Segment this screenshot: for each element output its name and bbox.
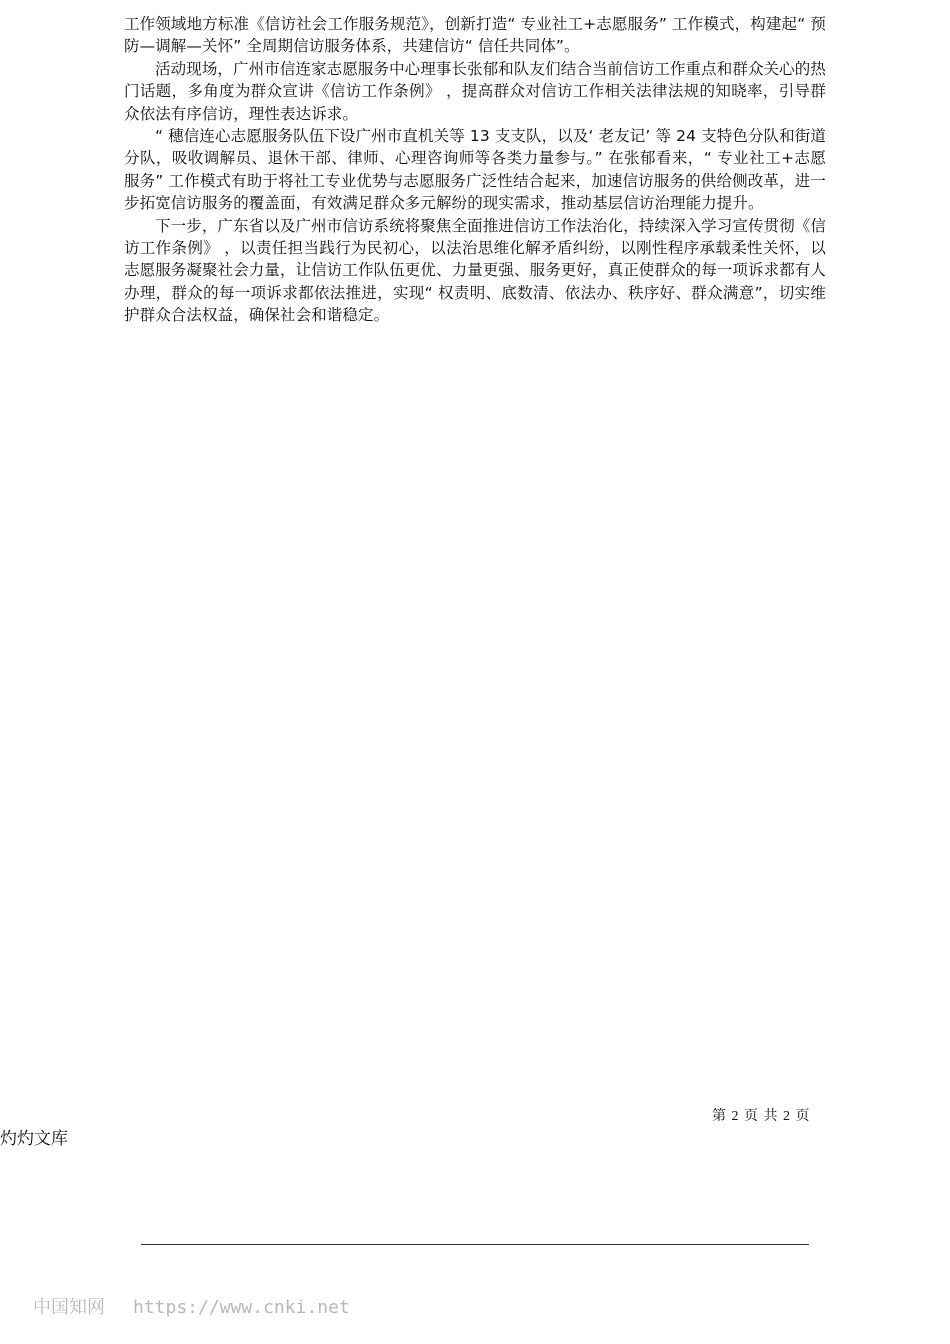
cnki-watermark [33,1293,350,1319]
article-body [124,13,826,327]
library-name: 灼灼文库 [0,1129,68,1149]
article-paragraph: 工作领域地方标准《信访社会工作服务规范》，创新打造“ 专业社工+志愿服务” 工作模式，构建起“ 预防—调解—关怀” 全周期信访服务体系，共建信访“ 信任共同体”。 [124,15,826,56]
article-paragraph: “ 穗信连心志愿服务队伍下设广州市直机关等 13 支支队，以及‘ 老友记’ 等 24 支特色分队和街道分队，吸收调解员、退休干部、律师、心理咨询师等各类力量参与。” 在张郁看来，“ 专业社工+志愿服务” 工作模式有助于将社工专业优势与志愿服务广泛性结合起来，加速信访服务的供给侧改革，进一步拓宽信访服务的覆盖面，有效满足群众多元解纷的现实需求，推动基层信访治理能力提升。 [124,127,826,213]
page-number: 第 2 页 共 2 页 [712,1109,811,1124]
article-paragraph: 下一步，广东省以及广州市信访系统将聚焦全面推进信访工作法治化，持续深入学习宣传贯彻《信访工作条例》 ，以责任担当践行为民初心，以法治思维化解矛盾纠纷，以刚性程序承载柔性关怀，以志愿服务凝聚社会力量，让信访工作队伍更优、力量更强、服务更好，真正使群众的每一项诉求都有人办理，群众的每一项诉求都依法推进，实现“ 权责明、底数清、依法办、秩序好、群众满意”，切实维护群众合法权益，确保社会和谐稳定。 [124,216,827,325]
watermark-url: https://www.cnki.net [133,1297,350,1318]
article-paragraph: 活动现场，广州市信连家志愿服务中心理事长张郁和队友们结合当前信访工作重点和群众关心的热门话题，多角度为群众宣讲《信访工作条例》 ，提高群众对信访工作相关法律法规的知晓率，引导群众依法有序信访，理性表达诉求。 [124,59,826,123]
watermark-name: 中国知网 [33,1297,105,1318]
footer-divider [141,1244,809,1245]
